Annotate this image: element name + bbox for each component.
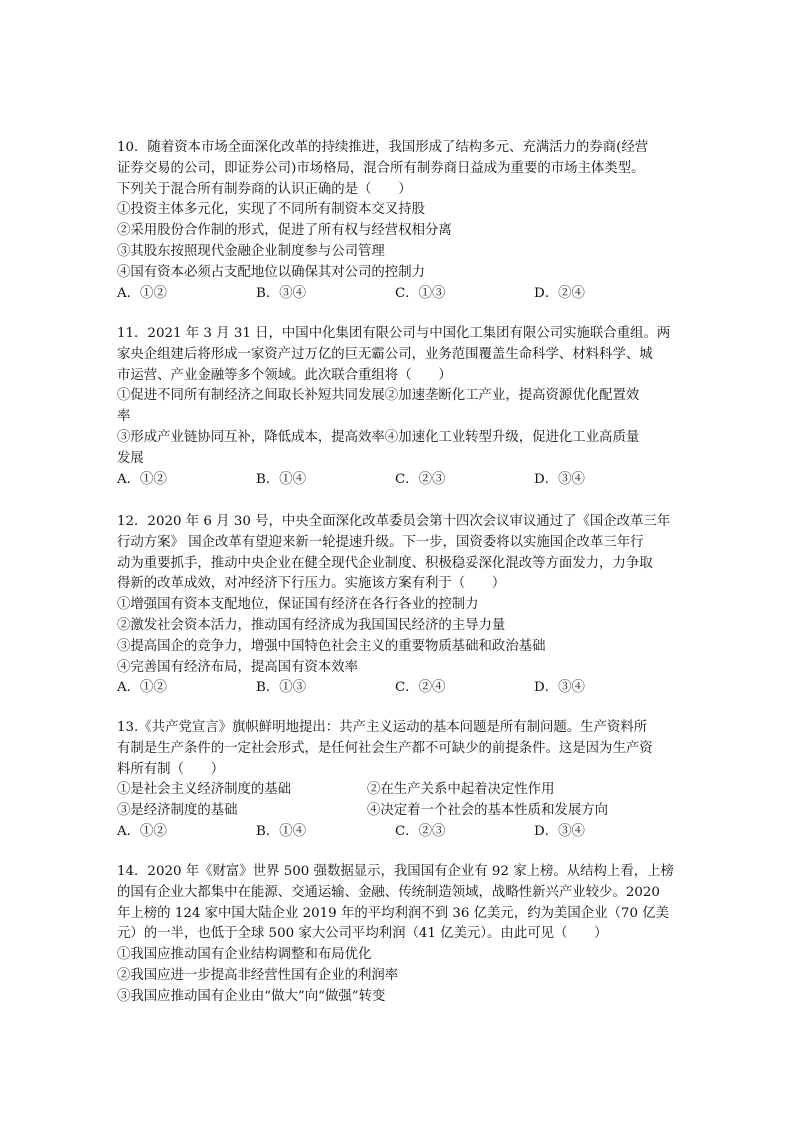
statement: ②我国应进一步提高非经营性国有企业的利润率 — [117, 967, 399, 983]
statement: ①是社会主义经济制度的基础 — [117, 782, 292, 798]
question-12 — [117, 512, 677, 699]
statement: ④决定着一个社会的基本性质和发展方向 — [367, 803, 609, 819]
statement: ①增强国有资本支配地位，保证国有经济在各行各业的控制力 — [117, 597, 479, 613]
option-c: C．②④ — [395, 680, 446, 696]
question-stem-line: 元）的一半，也低于全球 500 家大公司平均利润（41 亿美元）。由此可见（ ） — [117, 926, 608, 942]
statement: ③我国应推动国有企业由“做大”向“做强”转变 — [117, 988, 386, 1004]
statement: ①投资主体多元化，实现了不同所有制资本交叉持股 — [117, 202, 425, 218]
statement: ③是经济制度的基础 — [117, 803, 238, 819]
answer-options — [117, 678, 677, 699]
question-stem-line: 12．2020 年 6 月 30 号，中央全面深化改革委员会第十四次会议审议通过了《国企改革三年 — [117, 514, 671, 529]
option-c: C．②③ — [395, 823, 446, 839]
question-stem-line: 10．随着资本市场全面深化改革的持续推进，我国形成了结构多元、充满活力的券商(经营 — [117, 140, 649, 155]
statement: ④国有资本必须占支配地位以确保其对公司的控制力 — [117, 264, 425, 280]
option-d: D．③④ — [534, 680, 585, 696]
question-stem-line: 的国有企业大都集中在能源、交通运输、金融、传统制造领域，战略性新兴产业较少。2020 — [117, 884, 660, 900]
answer-options — [117, 822, 677, 843]
question-stem-line: 得新的改革成效，对冲经济下行压力。实施该方案有利于（ ） — [117, 576, 506, 592]
question-stem-line: 证券交易的公司，即证券公司)市场格局，混合所有制券商日益成为重要的市场主体类型。 — [117, 160, 645, 176]
question-stem-line: 料所有制（ ） — [117, 761, 225, 777]
option-a: A．①② — [117, 285, 167, 301]
statement: ③其股东按照现代金融企业制度参与公司管理 — [117, 243, 385, 259]
statement: 率 — [117, 409, 131, 425]
option-b: B．①③ — [256, 680, 307, 696]
option-d: D．③④ — [534, 471, 585, 487]
question-stem-line: 行动方案》 国企改革有望迎来新一轮提速升级。下一步，国资委将以实施国企改革三年行 — [117, 534, 644, 550]
answer-options — [117, 470, 677, 491]
question-11 — [117, 324, 677, 490]
statement: ①促进不同所有制经济之间取长补短共同发展②加速垄断化工产业，提高资源优化配置效 — [117, 388, 640, 404]
option-a: A．①② — [117, 680, 167, 696]
question-stem-line: 家央企组建后将形成一家资产过万亿的巨无霸公司，业务范围覆盖生命科学、材料科学、城 — [117, 346, 653, 362]
statement: ②激发社会资本活力，推动国有经济成为我国国民经济的主导力量 — [117, 617, 506, 633]
statement: ④完善国有经济布局，提高国有资本效率 — [117, 659, 359, 675]
answer-options — [117, 284, 677, 305]
statement: ③提高国企的竞争力，增强中国特色社会主义的重要物质基础和政治基础 — [117, 638, 546, 654]
question-stem-line: 13.《共产党宣言》旗帜鲜明地提出：共产主义运动的基本问题是所有制问题。生产资料所 — [117, 720, 648, 735]
question-stem-line: 11．2021 年 3 月 31 日，中国中化集团有限公司与中国化工集团有限公司实施联合重组。两 — [117, 326, 671, 341]
question-10 — [117, 138, 677, 304]
statement: ②采用股份合作制的形式，促进了所有权与经营权相分离 — [117, 223, 452, 239]
question-stem-line: 年上榜的 124 家中国大陆企业 2019 年的平均利润不到 36 亿美元，约为美国企业（70 亿美 — [117, 905, 670, 921]
question-stem-line: 14．2020 年《财富》世界 500 强数据显示，我国国有企业有 92 家上榜。从结构上看，上榜 — [117, 864, 674, 879]
statement: ①我国应推动国有企业结构调整和布局优化 — [117, 947, 372, 963]
option-d: D．③④ — [534, 823, 585, 839]
option-c: C．②③ — [395, 471, 446, 487]
option-d: D．②④ — [534, 285, 585, 301]
question-stem-line: 下列关于混合所有制券商的认识正确的是（ ） — [117, 181, 412, 197]
option-a: A．①② — [117, 471, 167, 487]
question-stem-line: 市运营、产业金融等多个领域。此次联合重组将（ ） — [117, 367, 452, 383]
question-13 — [117, 718, 677, 843]
option-b: B．①④ — [256, 823, 307, 839]
option-b: B．①④ — [256, 471, 307, 487]
statement-row — [117, 801, 677, 822]
option-a: A．①② — [117, 823, 167, 839]
option-c: C．①③ — [395, 285, 446, 301]
question-14 — [117, 862, 677, 1008]
statement: 发展 — [117, 450, 144, 466]
statement-row — [117, 780, 677, 801]
question-stem-line: 有制是生产条件的一定社会形式，是任何社会生产都不可缺少的前提条件。这是因为生产资 — [117, 740, 653, 756]
question-stem-line: 动为重要抓手，推动中央企业在健全现代企业制度、积极稳妥深化混改等方面发力，力争取 — [117, 555, 653, 571]
option-b: B．③④ — [256, 285, 307, 301]
statement: ②在生产关系中起着决定性作用 — [367, 782, 555, 798]
statement: ③形成产业链协同互补，降低成本，提高效率④加速化工业转型升级，促进化工业高质量 — [117, 429, 640, 445]
